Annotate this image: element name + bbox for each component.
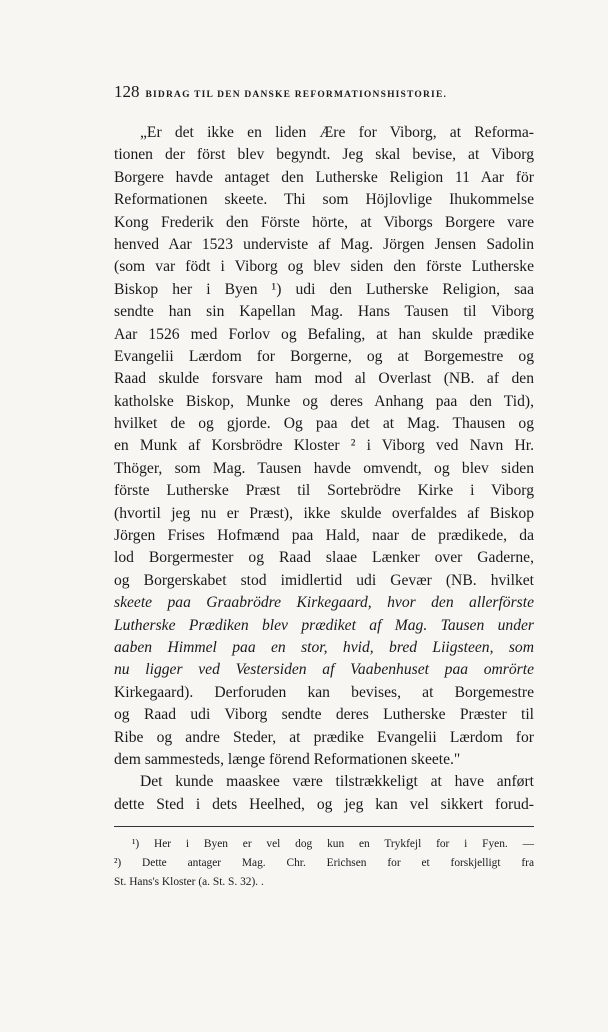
text-line: Det kunde maaskee være tilstrækkeligt at have anført: [140, 773, 534, 791]
text-line-italic: nu ligger ved Vestersiden af Vaabenhuset paa omrörte: [114, 661, 534, 679]
text-line: Kong Frederik den Förste hörte, at Viborgs Borgere vare: [114, 213, 534, 231]
footnote-line: St. Hans's Kloster (a. St. S. 32). .: [114, 875, 264, 888]
text-line: hvilket de og gjorde. Og paa det at Mag. Thausen og: [114, 415, 534, 433]
text-line: sendte han sin Kapellan Mag. Hans Tausen til Viborg: [114, 303, 534, 321]
text-line: Raad skulde forsvare ham mod al Overlast (NB. af den: [114, 370, 534, 388]
text-line: Jörgen Frises Hofmænd paa Hald, naar de prædikede, da: [114, 527, 534, 545]
text-line-italic: aaben Himmel paa en stor, hvid, bred Liigsteen, som: [114, 638, 534, 656]
page-number: 128: [114, 82, 140, 101]
text-line: förste Lutherske Præst til Sortebrödre Kirke i Viborg: [114, 482, 534, 500]
text-line-italic: Lutherske Prædiken blev prædiket af Mag. Tausen under: [114, 616, 534, 634]
text-line: (hvortil jeg nu er Præst), ikke skulde overfaldes af Biskop: [114, 504, 534, 522]
text-line-italic: skeete paa Graabrödre Kirkegaard, hvor den allerförste: [114, 594, 534, 612]
text-line: og Borgerskabet stod imidlertid udi Gevær (NB. hvilket: [114, 571, 534, 589]
text-line: lod Borgermester og Raad slaae Lænker over Gaderne,: [114, 549, 534, 567]
book-page: [114, 82, 534, 892]
text-line: Reformationen skeete. Thi som Höjlovlige Ihukommelse: [114, 191, 534, 209]
text-line: Thöger, som Mag. Tausen havde omvendt, og blev siden: [114, 459, 534, 477]
footnote-line: ¹) Her i Byen er vel dog kun en Trykfejl for i Fyen. —: [132, 838, 534, 851]
text-line: Evangelii Lærdom for Borgerne, og at Borgemestre og: [114, 347, 534, 365]
footnote-line: ²) Dette antager Mag. Chr. Erichsen for et forskjelligt fra: [114, 856, 534, 869]
text-line: Aar 1526 med Forlov og Befaling, at han skulde prædike: [114, 325, 534, 343]
text-line: dette Sted i dets Heelhed, og jeg kan vel sikkert forud-: [114, 795, 534, 813]
text-line: henved Aar 1523 underviste af Mag. Jörgen Jensen Sadolin: [114, 235, 534, 253]
text-line: Borgere havde antaget den Lutherske Religion 11 Aar för: [114, 168, 534, 186]
text-line: (som var födt i Viborg og blev siden den förste Lutherske: [114, 258, 534, 276]
text-line: Ribe og andre Steder, at prædike Evangelii Lærdom for: [114, 728, 534, 746]
text-line: dem sammesteds, længe förend Reformationen skeete.": [114, 750, 461, 768]
page-header: [114, 82, 534, 110]
footnote-divider: [114, 826, 534, 827]
text-line: Kirkegaard). Derforuden kan bevises, at Borgemestre: [114, 683, 534, 701]
text-line: en Munk af Korsbrödre Kloster ² i Viborg ved Navn Hr.: [114, 437, 534, 455]
running-title: BIDRAG TIL DEN DANSKE REFORMATIONSHISTORIE.: [145, 90, 448, 100]
text-line: Biskop her i Byen ¹) udi den Lutherske Religion, saa: [114, 280, 534, 298]
footnotes: [114, 835, 534, 891]
text-line: tionen der först blev begyndt. Jeg skal bevise, at Viborg: [114, 146, 534, 164]
text-line: og Raad udi Viborg sendte deres Lutherske Præster til: [114, 706, 534, 724]
body-text: [114, 122, 534, 816]
text-line: katholske Biskop, Munke og deres Anhang paa den Tid),: [114, 392, 534, 410]
text-line: „Er det ikke en liden Ære for Viborg, at Reforma-: [140, 124, 534, 141]
